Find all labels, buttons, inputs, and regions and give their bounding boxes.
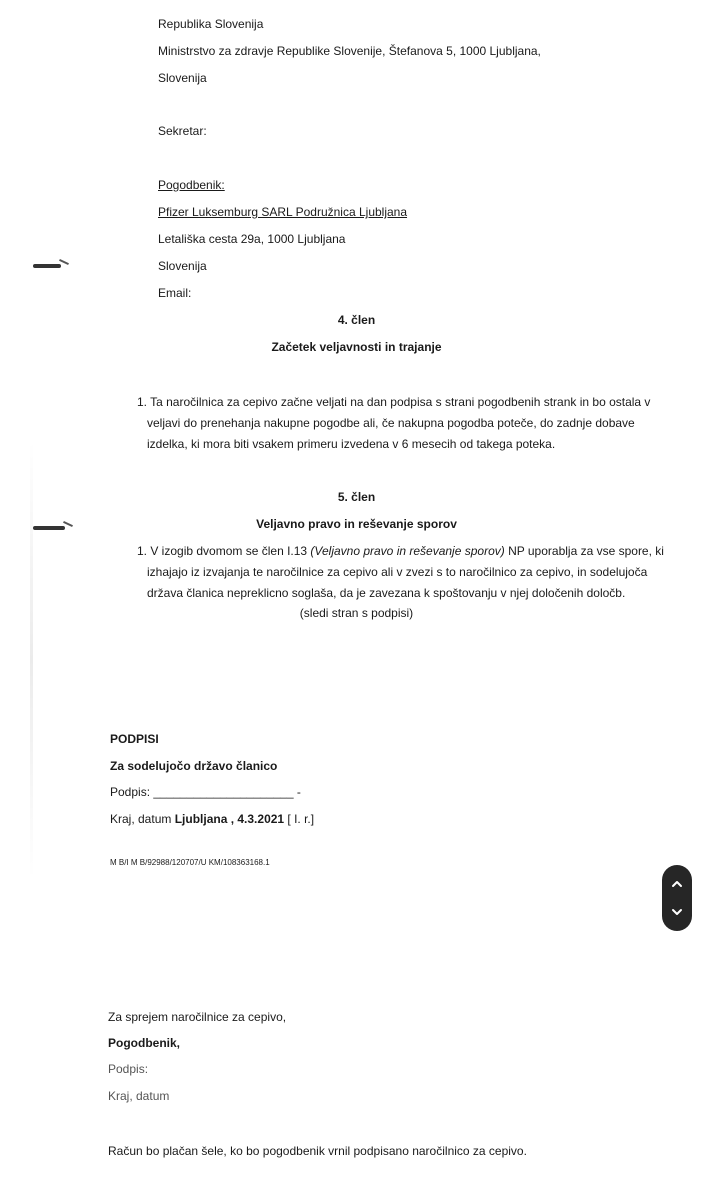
article-5-text-italic: (Veljavno pravo in reševanje sporov) [310, 544, 505, 558]
contractor-email-label: Email: [158, 286, 192, 300]
place-prefix: Kraj, datum [110, 812, 175, 826]
article-5-text-c: NP uporablja za vse spore, ki [504, 544, 664, 558]
acceptance-signature-label: Podpis: [108, 1062, 149, 1076]
signatures-heading: PODPISI [110, 732, 159, 746]
chevron-up-icon [670, 877, 684, 891]
contractor-country: Slovenija [158, 259, 207, 273]
follows-signature-page-note: (sledi stran s podpisi) [299, 606, 414, 620]
contractor-name: Pfizer Luksemburg SARL Podružnica Ljubljana [158, 205, 408, 219]
page-shadow [30, 440, 33, 880]
secretary-label: Sekretar: [158, 124, 207, 138]
signature-place-date [110, 811, 314, 827]
acceptance-line-1: Za sprejem naročilnice za cepivo, [108, 1010, 287, 1024]
scan-artifact-mark-2 [33, 526, 65, 530]
article-4-title: Začetek veljavnosti in trajanje [271, 340, 442, 354]
page-navigation [662, 865, 692, 931]
place-suffix: [ I. r.] [284, 812, 315, 826]
article-5-paragraph-line-1 [137, 541, 664, 563]
header-country-line-2: Slovenija [158, 71, 207, 85]
article-5-title: Veljavno pravo in reševanje sporov [256, 517, 457, 531]
next-page-button[interactable] [662, 897, 692, 927]
header-country-line: Republika Slovenija [158, 17, 264, 31]
signature-line: Podpis: _____________________ - [110, 785, 301, 799]
acceptance-place-date-label: Kraj, datum [108, 1089, 170, 1103]
document-reference: M B/I M B/92988/120707/U KM/108363168.1 [110, 858, 270, 867]
contractor-heading: Pogodbenik: [158, 178, 225, 192]
previous-page-button[interactable] [662, 869, 692, 899]
article-4-paragraph-line-3: izdelka, ki mora biti vsakem primeru izvedena v 6 mesecih od takega poteka. [147, 437, 556, 451]
chevron-down-icon [670, 905, 684, 919]
article-5-paragraph-line-3: država članica nepreklicno soglaša, da je zavezana k spoštovanju v njej določenih določb. [147, 586, 626, 600]
place-value: Ljubljana , 4.3.2021 [174, 812, 285, 826]
payment-note: Račun bo plačan šele, ko bo pogodbenik vrnil podpisano naročilnico za cepivo. [108, 1144, 527, 1158]
article-4-paragraph-line-2: veljavi do prenehanja nakupne pogodbe ali, če nakupna pogodba poteče, do zadnje dobave [147, 416, 635, 430]
article-4-paragraph-line-1: 1. Ta naročilnica za cepivo začne veljati na dan podpisa s strani pogodbenih strank in bo ostala v [137, 395, 651, 409]
acceptance-line-2: Pogodbenik, [108, 1036, 180, 1050]
contractor-address: Letališka cesta 29a, 1000 Ljubljana [158, 232, 346, 246]
scan-artifact-mark [33, 264, 61, 268]
signatures-member-state: Za sodelujočo državo članico [110, 759, 278, 773]
article-5-number: 5. člen [337, 490, 376, 504]
article-4-number: 4. člen [337, 313, 376, 327]
article-5-paragraph-line-2: izhajajo iz izvajanja te naročilnice za cepivo ali v zvezi s to naročilnico za cepivo, in sodelujoča [147, 565, 648, 579]
article-5-text-a: 1. V izogib dvomom se člen I.13 [137, 544, 311, 558]
header-ministry-line: Ministrstvo za zdravje Republike Slovenije, Štefanova 5, 1000 Ljubljana, [158, 44, 541, 58]
